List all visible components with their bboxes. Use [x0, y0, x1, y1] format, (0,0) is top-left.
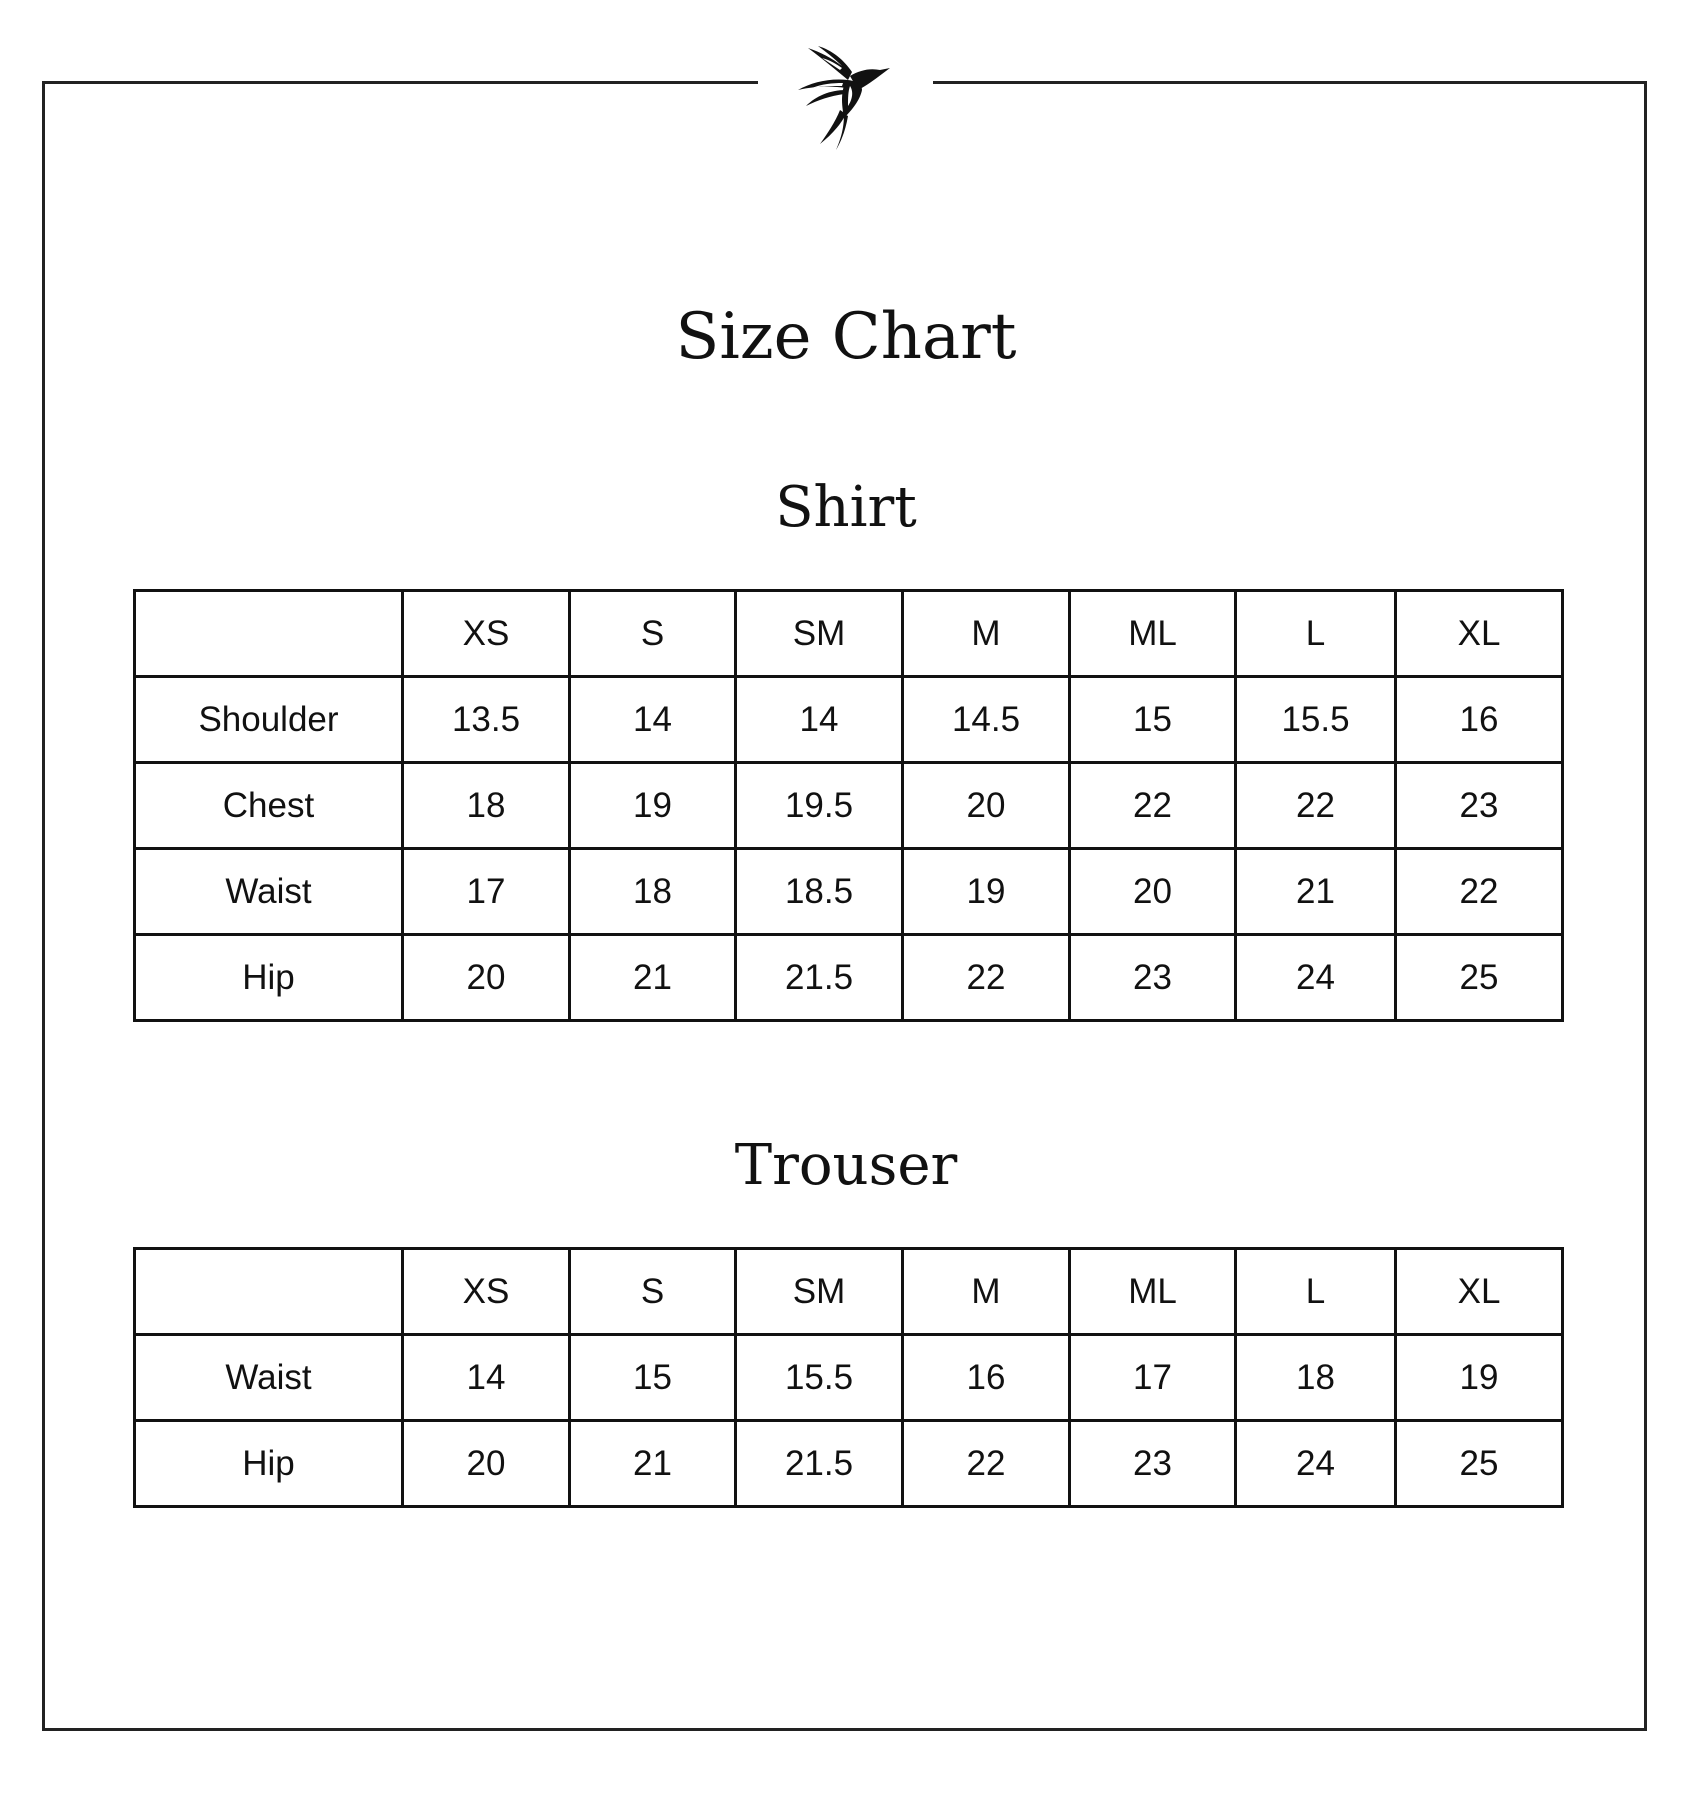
- table-cell: 25: [1396, 1421, 1563, 1507]
- table-cell: 19: [1396, 1335, 1563, 1421]
- table-cell: 21.5: [736, 935, 903, 1021]
- table-cell: 19: [903, 849, 1070, 935]
- header-cell-m: M: [903, 1249, 1070, 1335]
- table-cell: 17: [403, 849, 570, 935]
- table-cell: 23: [1070, 935, 1236, 1021]
- table-cell: 19.5: [736, 763, 903, 849]
- shirt-section-title: Shirt: [775, 475, 917, 540]
- table-row: [135, 1421, 1563, 1507]
- table-cell: 17: [1070, 1335, 1236, 1421]
- header-cell-s: S: [570, 1249, 736, 1335]
- shirt-size-table: [133, 589, 1564, 1022]
- table-cell: 13.5: [403, 677, 570, 763]
- header-cell-s: S: [570, 591, 736, 677]
- header-cell-ml: ML: [1070, 1249, 1236, 1335]
- header-cell-xs: XS: [403, 591, 570, 677]
- table-cell: 21: [570, 935, 736, 1021]
- table-cell: 22: [1396, 849, 1563, 935]
- table-cell: 20: [1070, 849, 1236, 935]
- header-cell-m: M: [903, 591, 1070, 677]
- table-cell: 18: [1236, 1335, 1396, 1421]
- header-cell-xl: XL: [1396, 591, 1563, 677]
- table-cell: 24: [1236, 1421, 1396, 1507]
- header-cell-sm: SM: [736, 1249, 903, 1335]
- swallow-bird-icon: [790, 40, 900, 152]
- table-cell: 16: [1396, 677, 1563, 763]
- trouser-section-title: Trouser: [734, 1133, 958, 1198]
- table-cell: 22: [1070, 763, 1236, 849]
- table-cell: 21.5: [736, 1421, 903, 1507]
- table-cell: 21: [570, 1421, 736, 1507]
- header-corner-cell: [135, 591, 403, 677]
- table-cell: 23: [1396, 763, 1563, 849]
- row-label-cell: Chest: [135, 763, 403, 849]
- row-label-cell: Hip: [135, 1421, 403, 1507]
- header-cell-l: L: [1236, 1249, 1396, 1335]
- table-cell: 14: [736, 677, 903, 763]
- table-cell: 16: [903, 1335, 1070, 1421]
- table-cell: 14.5: [903, 677, 1070, 763]
- table-row: [135, 677, 1563, 763]
- table-row: [135, 1335, 1563, 1421]
- row-label-cell: Waist: [135, 849, 403, 935]
- table-cell: 22: [903, 1421, 1070, 1507]
- table-cell: 19: [570, 763, 736, 849]
- header-cell-xs: XS: [403, 1249, 570, 1335]
- table-header-row: [135, 1249, 1563, 1335]
- table-cell: 18: [570, 849, 736, 935]
- table-cell: 20: [903, 763, 1070, 849]
- table-cell: 21: [1236, 849, 1396, 935]
- header-corner-cell: [135, 1249, 403, 1335]
- table-row: [135, 763, 1563, 849]
- table-cell: 15: [1070, 677, 1236, 763]
- table-cell: 15.5: [736, 1335, 903, 1421]
- table-cell: 15.5: [1236, 677, 1396, 763]
- table-cell: 22: [903, 935, 1070, 1021]
- table-cell: 20: [403, 935, 570, 1021]
- page-title: Size Chart: [675, 300, 1017, 374]
- row-label-cell: Shoulder: [135, 677, 403, 763]
- row-label-cell: Waist: [135, 1335, 403, 1421]
- table-cell: 22: [1236, 763, 1396, 849]
- table-row: [135, 935, 1563, 1021]
- table-header-row: [135, 591, 1563, 677]
- header-cell-sm: SM: [736, 591, 903, 677]
- table-cell: 23: [1070, 1421, 1236, 1507]
- table-cell: 14: [403, 1335, 570, 1421]
- header-cell-ml: ML: [1070, 591, 1236, 677]
- table-cell: 18: [403, 763, 570, 849]
- header-cell-l: L: [1236, 591, 1396, 677]
- table-cell: 14: [570, 677, 736, 763]
- table-row: [135, 849, 1563, 935]
- table-cell: 18.5: [736, 849, 903, 935]
- table-cell: 15: [570, 1335, 736, 1421]
- table-cell: 25: [1396, 935, 1563, 1021]
- header-cell-xl: XL: [1396, 1249, 1563, 1335]
- row-label-cell: Hip: [135, 935, 403, 1021]
- table-cell: 20: [403, 1421, 570, 1507]
- trouser-size-table: [133, 1247, 1564, 1508]
- table-cell: 24: [1236, 935, 1396, 1021]
